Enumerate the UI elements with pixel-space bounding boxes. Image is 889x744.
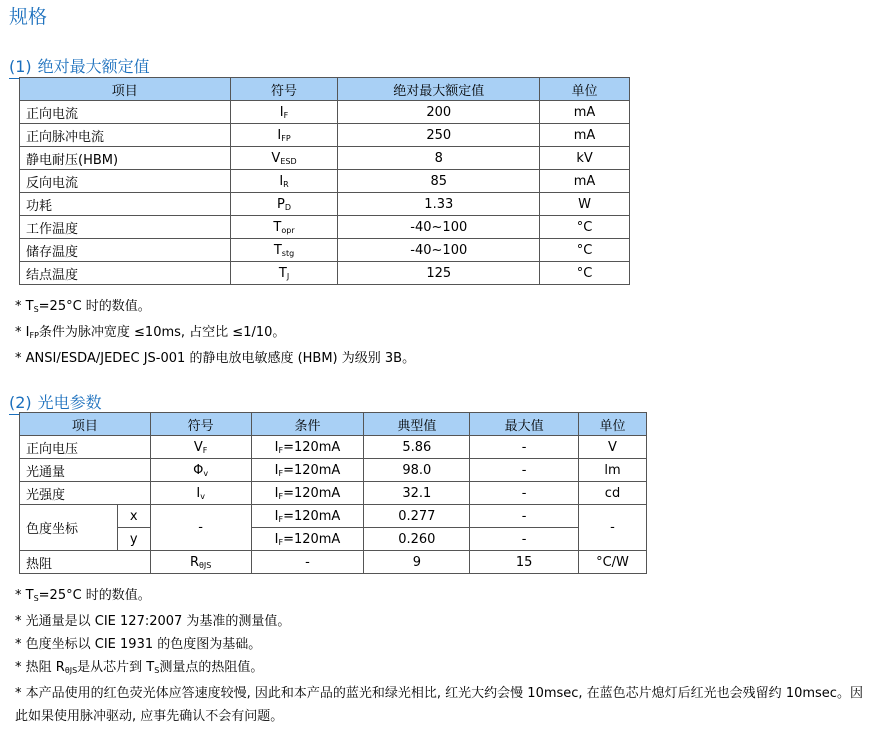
cell-item: 结点温度 xyxy=(20,262,231,285)
header-unit: 单位 xyxy=(540,78,630,101)
header-item: 项目 xyxy=(20,78,231,101)
table-row: 光强度 $I_v$ $I_F=120mA$ 32.1 - cd xyxy=(20,482,647,505)
cell-symbol: $T_J$ xyxy=(230,262,338,285)
cell-unit: °C xyxy=(540,262,630,285)
note-item: * $I_{FP}$条件为脉冲宽度 ≤10ms, 占空比 ≤1/10。 xyxy=(15,325,286,340)
header-symbol: 符号 xyxy=(150,413,251,436)
header-unit: 单位 xyxy=(579,413,647,436)
page-title: 规格 xyxy=(9,6,48,28)
table-row xyxy=(20,239,630,262)
cell-unit: °C xyxy=(540,239,630,262)
cell-unit: mA xyxy=(540,124,630,147)
header-rating: 绝对最大额定值 xyxy=(338,78,540,101)
note-item: * 色度坐标以 CIE 1931 的色度图为基础。 xyxy=(15,637,262,652)
table-row xyxy=(20,262,630,285)
table-row-chroma-y: y $I_F=120mA$ 0.260 - xyxy=(20,528,647,551)
table-row-chroma-x: 色度坐标 x - $I_F=120mA$ 0.277 - - xyxy=(20,505,647,528)
cell-value: 200 xyxy=(338,101,540,124)
section-title-text: 光电参数 xyxy=(37,393,102,412)
optical-notes xyxy=(15,584,875,728)
section-title-text: 绝对最大额定值 xyxy=(37,57,150,76)
cell-item: 正向脉冲电流 xyxy=(20,124,231,147)
note-item: * ANSI/ESDA/JEDEC JS-001 的静电放电敏感度 (HBM) 为级别 3B。 xyxy=(15,351,416,366)
header-max: 最大值 xyxy=(470,413,579,436)
cell-symbol: $I_R$ xyxy=(230,170,338,193)
table-row xyxy=(20,147,630,170)
table-row: 正向电压 $V_F$ $I_F=120mA$ 5.86 - V xyxy=(20,436,647,459)
cell-value: 125 xyxy=(338,262,540,285)
cell-unit: mA xyxy=(540,101,630,124)
note-item: * $T_S=25^\circ C$ 时的数值。 xyxy=(15,299,151,314)
header-symbol: 符号 xyxy=(230,78,338,101)
table-row xyxy=(20,101,630,124)
cell-unit: kV xyxy=(540,147,630,170)
cell-item: 工作温度 xyxy=(20,216,231,239)
note-item: * 光通量是以 CIE 127:2007 为基准的测量值。 xyxy=(15,614,291,629)
cell-item: 反向电流 xyxy=(20,170,231,193)
header-typical: 典型值 xyxy=(364,413,470,436)
table-row-thermal: 热阻 $R_{\theta JS}$ - 9 15 °C/W xyxy=(20,551,647,574)
table-header-row xyxy=(20,413,647,436)
note-item: * 本产品使用的红色荧光体应答速度较慢, 因此和本产品的蓝光和绿光相比, 红光大约会慢 10msec, 在蓝色芯片熄灯后红光也会残留约 10msec。因此如果使用脉冲驱动, 应事先确认不会有问题。 xyxy=(15,686,863,724)
cell-unit: mA xyxy=(540,170,630,193)
cell-value: 8 xyxy=(338,147,540,170)
table-row xyxy=(20,170,630,193)
cell-item: 功耗 xyxy=(20,193,231,216)
cell-value: -40~100 xyxy=(338,216,540,239)
cell-value: 250 xyxy=(338,124,540,147)
section-number: (1) xyxy=(9,57,32,76)
cell-item: 静电耐压(HBM) xyxy=(20,147,231,170)
absolute-max-notes xyxy=(15,295,415,370)
cell-symbol: $V_{ESD}$ xyxy=(230,147,338,170)
cell-symbol: $I_{FP}$ xyxy=(230,124,338,147)
chroma-label: 色度坐标 xyxy=(20,505,118,551)
cell-symbol: $T_{opr}$ xyxy=(230,216,338,239)
table-header-row xyxy=(20,78,630,101)
note-item: * $T_S=25^\circ C$ 时的数值。 xyxy=(15,588,151,603)
section-number: (2) xyxy=(9,393,32,412)
cell-value: 1.33 xyxy=(338,193,540,216)
optical-params-table xyxy=(19,412,647,574)
table-row xyxy=(20,124,630,147)
table-row xyxy=(20,193,630,216)
cell-value: 85 xyxy=(338,170,540,193)
table-row xyxy=(20,216,630,239)
cell-unit: W xyxy=(540,193,630,216)
note-item: * 热阻 $R_{\theta JS}$是从芯片到 $T_S$测量点的热阻值。 xyxy=(15,660,264,675)
cell-symbol: $T_{stg}$ xyxy=(230,239,338,262)
cell-item: 正向电流 xyxy=(20,101,231,124)
header-condition: 条件 xyxy=(251,413,364,436)
table-row: 光通量 $\Phi_v$ $I_F=120mA$ 98.0 - lm xyxy=(20,459,647,482)
cell-symbol: $P_D$ xyxy=(230,193,338,216)
cell-item: 储存温度 xyxy=(20,239,231,262)
header-item: 项目 xyxy=(20,413,151,436)
cell-symbol: $I_F$ xyxy=(230,101,338,124)
cell-value: -40~100 xyxy=(338,239,540,262)
section-title-absolute-max xyxy=(9,54,629,79)
absolute-max-table xyxy=(19,77,630,285)
cell-unit: °C xyxy=(540,216,630,239)
